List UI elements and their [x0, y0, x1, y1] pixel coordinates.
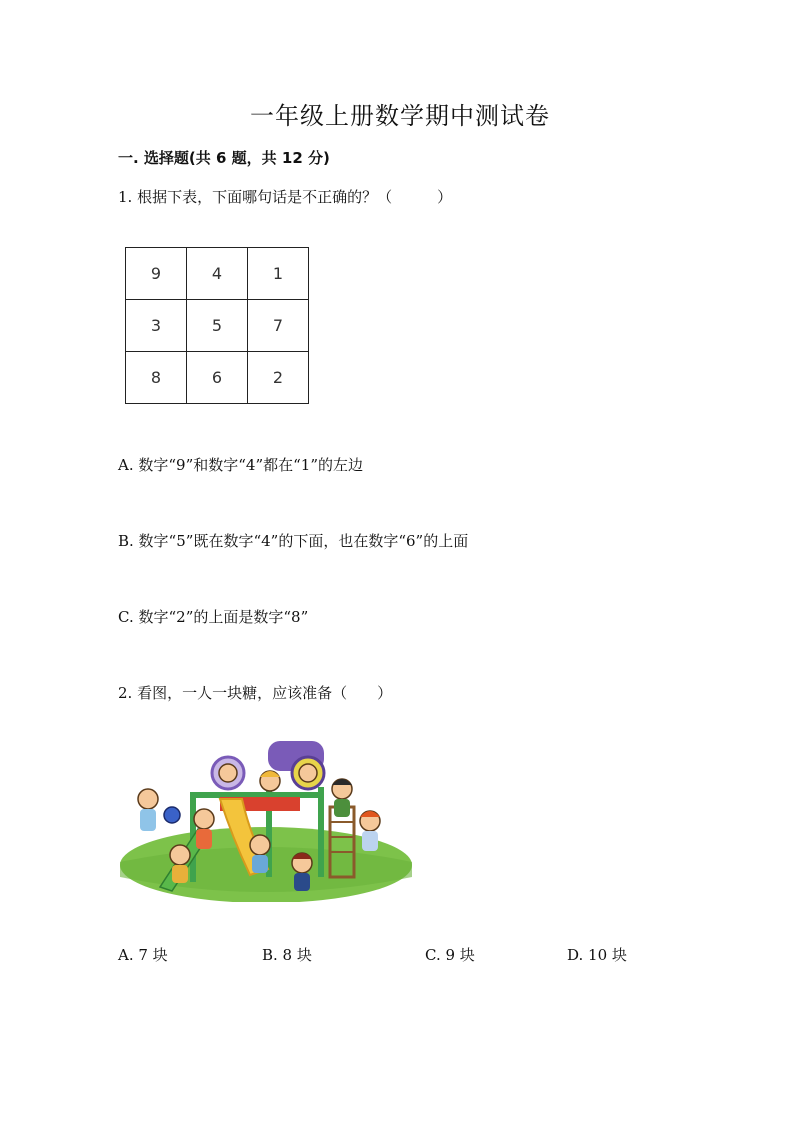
question-1-option-a: A. 数字“9”和数字“4”都在“1”的左边	[118, 456, 364, 474]
number-grid	[125, 247, 309, 404]
child-figure	[138, 789, 158, 831]
question-2-option-d: D. 10 块	[567, 946, 627, 964]
question-1-text: 1. 根据下表，下面哪句话是不正确的？（ ）	[118, 188, 453, 206]
page-title: 一年级上册数学期中测试卷	[250, 102, 550, 130]
grid-cell: 1	[248, 248, 309, 300]
question-2-option-b: B. 8 块	[262, 946, 312, 964]
grid-row	[126, 248, 309, 300]
playground-illustration	[120, 737, 412, 902]
ball	[164, 807, 180, 823]
child-figure	[360, 811, 380, 851]
frame-post	[318, 787, 324, 877]
child-figure	[194, 809, 214, 849]
child-figure	[260, 771, 280, 791]
child-figure	[219, 764, 237, 782]
grid-cell: 8	[126, 352, 187, 404]
question-2-option-c: C. 9 块	[425, 946, 475, 964]
grid-row	[126, 300, 309, 352]
question-1-option-b: B. 数字“5”既在数字“4”的下面，也在数字“6”的上面	[118, 532, 469, 550]
grid-cell: 6	[187, 352, 248, 404]
question-2-option-a: A. 7 块	[118, 946, 168, 964]
grid-cell: 4	[187, 248, 248, 300]
grid-row	[126, 352, 309, 404]
grid-cell: 2	[248, 352, 309, 404]
child-figure	[299, 764, 317, 782]
question-1-option-c: C. 数字“2”的上面是数字“8”	[118, 608, 309, 626]
child-figure	[332, 779, 352, 817]
grid-cell: 7	[248, 300, 309, 352]
grid-cell: 3	[126, 300, 187, 352]
section-heading: 一. 选择题(共 6 题，共 12 分)	[118, 149, 330, 167]
grid-cell: 5	[187, 300, 248, 352]
question-2-text: 2. 看图，一人一块糖，应该准备（ ）	[118, 684, 393, 702]
grid-cell: 9	[126, 248, 187, 300]
